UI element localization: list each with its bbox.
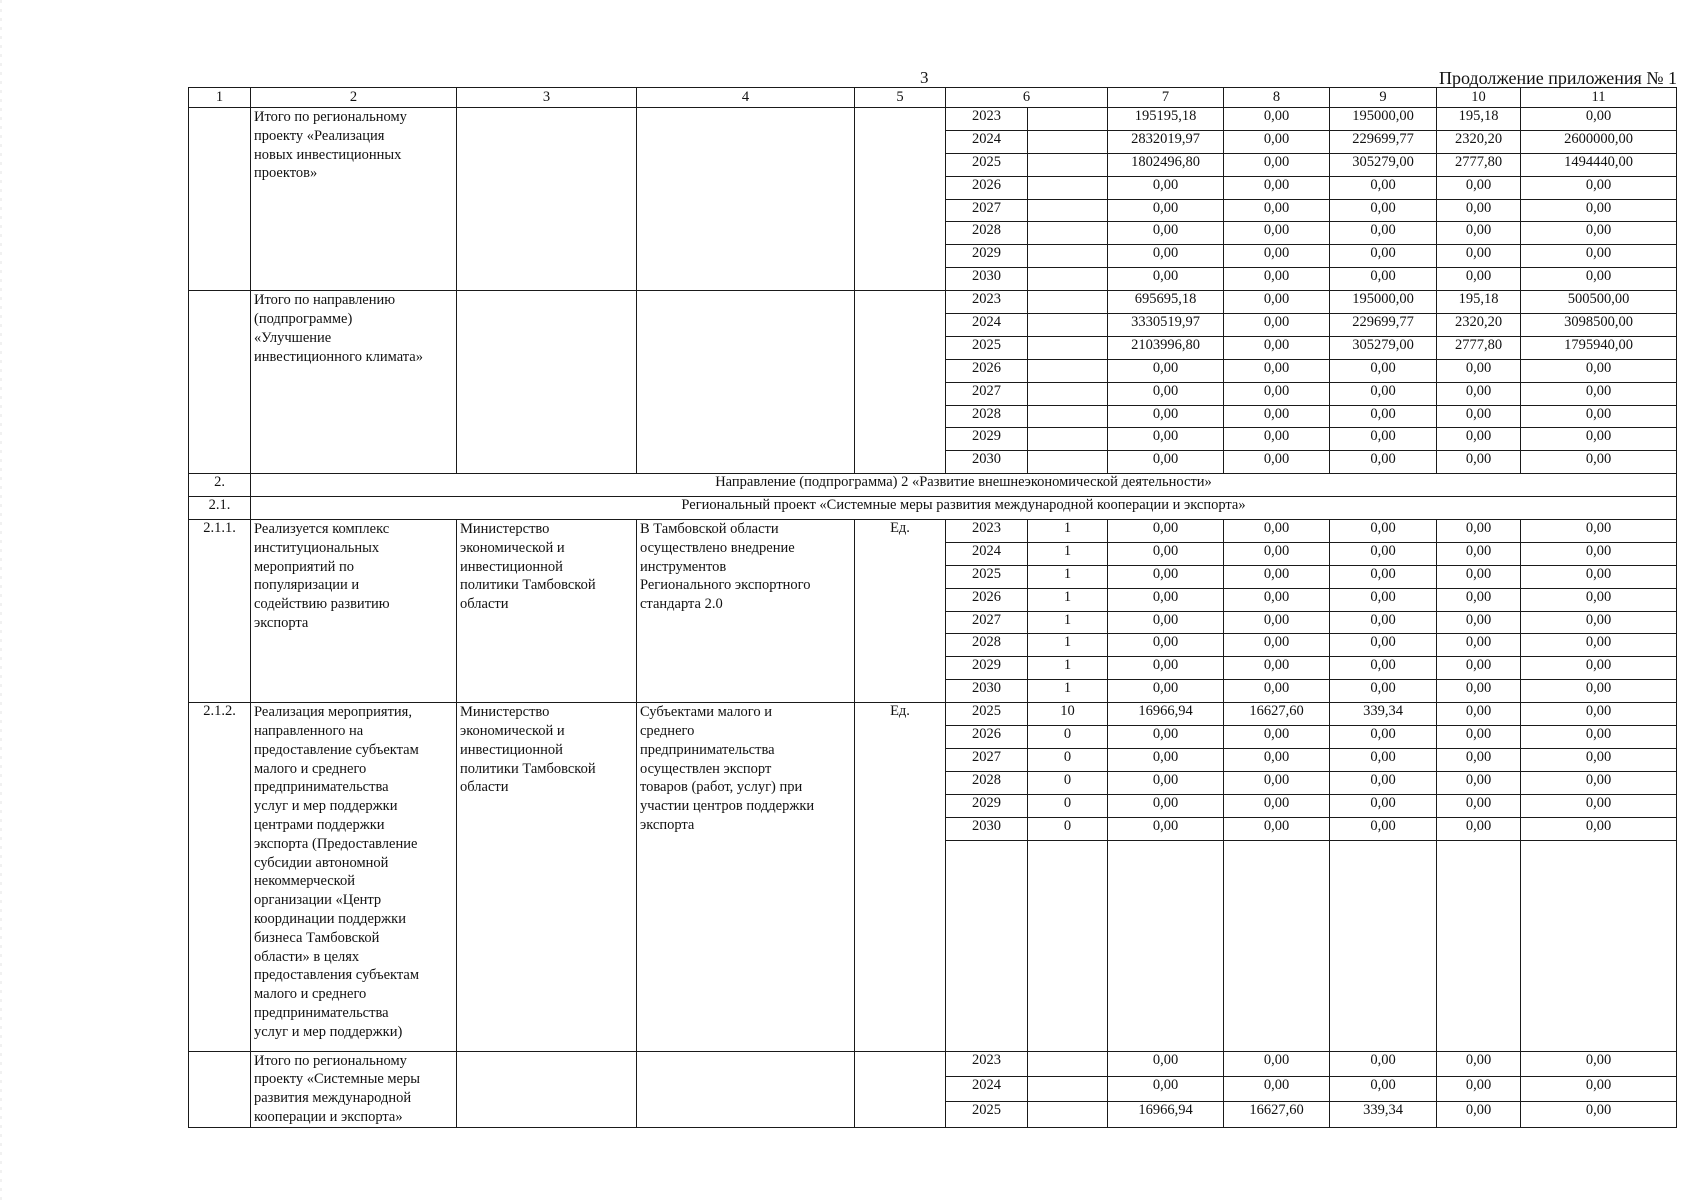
value-cell: 195195,18 [1108,108,1224,131]
year-cell: 2023 [946,1051,1028,1076]
value-cell: 0,00 [1224,1076,1330,1101]
value-cell: 0,00 [1224,771,1330,794]
value-cell: 0,00 [1108,634,1224,657]
value-cell: 1 [1028,634,1108,657]
value-cell: 16627,60 [1224,1102,1330,1127]
value-cell: 0,00 [1224,314,1330,337]
indicator-cell [1028,314,1108,337]
year-cell: 2028 [946,634,1028,657]
value-cell: 2832019,97 [1108,130,1224,153]
value-cell: 0 [1028,817,1108,840]
indicator-cell [1028,336,1108,359]
number-cell [189,108,251,291]
value-cell: 2777,80 [1437,336,1521,359]
column-header: 8 [1224,88,1330,108]
year-cell: 2028 [946,222,1028,245]
value-cell: 0,00 [1437,657,1521,680]
empty-cell [1224,840,1330,1051]
value-cell: 0,00 [1330,657,1437,680]
group-title: Итого по региональному проекту «Реализация новых инвестиционных проектов» [251,108,457,291]
value-cell: 1795940,00 [1521,336,1677,359]
value-cell: 0 [1028,726,1108,749]
table-row [189,88,1677,108]
value-cell: 0,00 [1108,199,1224,222]
value-cell: 1 [1028,520,1108,543]
value-cell: 2777,80 [1437,153,1521,176]
value-cell: 0,00 [1521,703,1677,726]
empty-cell [855,108,946,291]
item-name: Реализация мероприятия, направленного на предоставление субъектам малого и среднего предпринимательства услуг и мер поддержки центрами поддержки экспорта (Предоставление субсидии автономной некоммерческой организации «Центр координации поддержки бизнеса Тамбовской области» в целях предоставления субъектам малого и среднего предпринимательства услуг и мер поддержки) [251,703,457,1051]
value-cell: 0,00 [1437,176,1521,199]
year-cell: 2024 [946,130,1028,153]
value-cell: 0,00 [1224,520,1330,543]
value-cell: 0,00 [1521,222,1677,245]
value-cell: 0,00 [1437,1102,1521,1127]
value-cell: 0,00 [1330,359,1437,382]
value-cell: 0,00 [1437,245,1521,268]
item-name: Реализуется комплекс институциональных мероприятий по популяризации и содействию развитию экспорта [251,520,457,703]
value-cell: 0,00 [1437,359,1521,382]
value-cell: 0,00 [1108,588,1224,611]
indicator-cell [1028,245,1108,268]
value-cell: 1802496,80 [1108,153,1224,176]
value-cell: 0,00 [1108,680,1224,703]
indicator-cell [1028,176,1108,199]
number-cell [189,291,251,474]
value-cell: 339,34 [1330,703,1437,726]
year-cell: 2025 [946,703,1028,726]
value-cell: 0,00 [1330,268,1437,291]
program-table [188,87,1677,1128]
value-cell: 339,34 [1330,1102,1437,1127]
value-cell: 695695,18 [1108,291,1224,314]
year-cell: 2023 [946,291,1028,314]
value-cell: 0,00 [1224,565,1330,588]
value-cell: 0,00 [1521,451,1677,474]
value-cell: 195,18 [1437,108,1521,131]
page-number: 3 [920,68,929,87]
column-header: 6 [946,88,1108,108]
value-cell: 0,00 [1437,268,1521,291]
value-cell: 0,00 [1108,748,1224,771]
year-cell: 2030 [946,817,1028,840]
value-cell: 0,00 [1521,680,1677,703]
value-cell: 500500,00 [1521,291,1677,314]
value-cell: 0,00 [1330,199,1437,222]
year-cell: 2027 [946,382,1028,405]
value-cell: 0,00 [1521,1076,1677,1101]
value-cell: 195000,00 [1330,291,1437,314]
value-cell: 0,00 [1224,130,1330,153]
value-cell: 305279,00 [1330,153,1437,176]
indicator-cell [1028,405,1108,428]
year-cell: 2027 [946,611,1028,634]
empty-cell [855,1051,946,1127]
value-cell: 0,00 [1108,794,1224,817]
value-cell: 0,00 [1108,1076,1224,1101]
year-cell: 2025 [946,1102,1028,1127]
value-cell: 0,00 [1330,1076,1437,1101]
empty-cell [457,108,637,291]
value-cell: 1 [1028,657,1108,680]
value-cell: 0,00 [1224,359,1330,382]
empty-cell [1028,840,1108,1051]
value-cell: 0,00 [1224,451,1330,474]
year-cell: 2024 [946,542,1028,565]
item-agency: Министерство экономической и инвестиционной политики Тамбовской области [457,520,637,703]
table-row [189,520,1677,543]
value-cell: 0,00 [1108,451,1224,474]
value-cell: 0 [1028,771,1108,794]
column-header: 7 [1108,88,1224,108]
indicator-cell [1028,268,1108,291]
value-cell: 0,00 [1437,542,1521,565]
value-cell: 0,00 [1330,542,1437,565]
item-agency: Министерство экономической и инвестиционной политики Тамбовской области [457,703,637,1051]
value-cell: 0,00 [1437,611,1521,634]
value-cell: 3330519,97 [1108,314,1224,337]
value-cell: 0,00 [1437,680,1521,703]
indicator-cell [1028,451,1108,474]
value-cell: 1 [1028,542,1108,565]
value-cell: 0,00 [1521,1051,1677,1076]
value-cell: 0,00 [1108,245,1224,268]
section-title: Направление (подпрограмма) 2 «Развитие внешнеэкономической деятельности» [251,474,1677,497]
value-cell: 0,00 [1330,588,1437,611]
value-cell: 0,00 [1437,565,1521,588]
indicator-cell [1028,382,1108,405]
value-cell: 0,00 [1330,634,1437,657]
empty-cell [1521,840,1677,1051]
value-cell: 0,00 [1330,680,1437,703]
value-cell: 0,00 [1437,199,1521,222]
value-cell: 0,00 [1521,542,1677,565]
value-cell: 0,00 [1330,428,1437,451]
value-cell: 0,00 [1437,520,1521,543]
value-cell: 0,00 [1224,245,1330,268]
section-number: 2.1. [189,497,251,520]
year-cell: 2023 [946,108,1028,131]
value-cell: 0,00 [1108,222,1224,245]
indicator-cell [1028,199,1108,222]
value-cell: 0,00 [1108,726,1224,749]
year-cell: 2024 [946,314,1028,337]
value-cell: 0,00 [1108,428,1224,451]
value-cell: 0,00 [1521,657,1677,680]
item-result: В Тамбовской области осуществлено внедрение инструментов Регионального экспортного стандарта 2.0 [637,520,855,703]
value-cell: 0,00 [1224,291,1330,314]
indicator-cell [1028,1076,1108,1101]
value-cell: 0,00 [1521,748,1677,771]
value-cell: 0,00 [1108,817,1224,840]
value-cell: 0,00 [1108,565,1224,588]
value-cell: 0,00 [1437,817,1521,840]
value-cell: 0,00 [1224,794,1330,817]
value-cell: 0,00 [1521,817,1677,840]
value-cell: 2103996,80 [1108,336,1224,359]
year-cell: 2030 [946,268,1028,291]
value-cell: 0,00 [1330,382,1437,405]
value-cell: 0,00 [1224,726,1330,749]
indicator-cell [1028,108,1108,131]
value-cell: 0,00 [1437,405,1521,428]
value-cell: 0,00 [1108,542,1224,565]
continuation-title: Продолжение приложения № 1 [1438,68,1677,88]
indicator-cell [1028,428,1108,451]
value-cell: 0,00 [1330,817,1437,840]
value-cell: 0,00 [1108,1051,1224,1076]
item-unit: Ед. [855,703,946,1051]
value-cell: 0,00 [1224,657,1330,680]
empty-cell [637,108,855,291]
value-cell: 0,00 [1224,382,1330,405]
value-cell: 0,00 [1437,1051,1521,1076]
indicator-cell [1028,359,1108,382]
value-cell: 0,00 [1108,382,1224,405]
indicator-cell [1028,1102,1108,1127]
value-cell: 0,00 [1330,726,1437,749]
value-cell: 16627,60 [1224,703,1330,726]
value-cell: 1494440,00 [1521,153,1677,176]
section-title: Региональный проект «Системные меры развития международной кооперации и экспорта» [251,497,1677,520]
year-cell: 2029 [946,657,1028,680]
empty-cell [637,291,855,474]
year-cell: 2028 [946,771,1028,794]
value-cell: 0,00 [1521,199,1677,222]
value-cell: 0,00 [1224,153,1330,176]
indicator-cell [1028,153,1108,176]
value-cell: 0,00 [1521,726,1677,749]
value-cell: 1 [1028,611,1108,634]
indicator-cell [1028,1051,1108,1076]
column-header: 11 [1521,88,1677,108]
value-cell: 0,00 [1330,771,1437,794]
value-cell: 0,00 [1521,565,1677,588]
value-cell: 195000,00 [1330,108,1437,131]
section-number: 2. [189,474,251,497]
value-cell: 0,00 [1437,748,1521,771]
value-cell: 0 [1028,748,1108,771]
value-cell: 0,00 [1330,748,1437,771]
value-cell: 0,00 [1437,588,1521,611]
value-cell: 0,00 [1224,222,1330,245]
value-cell: 0,00 [1224,268,1330,291]
value-cell: 229699,77 [1330,130,1437,153]
empty-cell [457,1051,637,1127]
value-cell: 0,00 [1224,108,1330,131]
indicator-cell [1028,291,1108,314]
value-cell: 0,00 [1224,588,1330,611]
year-cell: 2025 [946,565,1028,588]
value-cell: 0,00 [1521,1102,1677,1127]
value-cell: 16966,94 [1108,1102,1224,1127]
value-cell: 0,00 [1108,359,1224,382]
value-cell: 1 [1028,680,1108,703]
value-cell: 0,00 [1521,794,1677,817]
value-cell: 0,00 [1437,634,1521,657]
column-header: 5 [855,88,946,108]
value-cell: 1 [1028,588,1108,611]
empty-cell [637,1051,855,1127]
value-cell: 0,00 [1108,405,1224,428]
value-cell: 0,00 [1521,634,1677,657]
value-cell: 0,00 [1521,611,1677,634]
value-cell: 0,00 [1224,1051,1330,1076]
value-cell: 0,00 [1224,634,1330,657]
value-cell: 0,00 [1224,542,1330,565]
value-cell: 0,00 [1108,268,1224,291]
value-cell: 195,18 [1437,291,1521,314]
value-cell: 0,00 [1330,405,1437,428]
value-cell: 0,00 [1224,199,1330,222]
value-cell: 0,00 [1521,520,1677,543]
indicator-cell [1028,130,1108,153]
empty-cell [1437,840,1521,1051]
item-unit: Ед. [855,520,946,703]
year-cell: 2024 [946,1076,1028,1101]
column-header: 2 [251,88,457,108]
value-cell: 0,00 [1330,565,1437,588]
year-cell: 2029 [946,245,1028,268]
empty-cell [855,291,946,474]
value-cell: 0,00 [1108,611,1224,634]
value-cell: 0,00 [1521,382,1677,405]
value-cell: 2600000,00 [1521,130,1677,153]
value-cell: 0,00 [1108,176,1224,199]
value-cell: 2320,20 [1437,314,1521,337]
number-cell [189,1051,251,1127]
column-header: 3 [457,88,637,108]
value-cell: 0,00 [1108,657,1224,680]
table-row [189,291,1677,314]
value-cell: 0,00 [1224,428,1330,451]
value-cell: 1 [1028,565,1108,588]
year-cell: 2027 [946,748,1028,771]
year-cell: 2023 [946,520,1028,543]
indicator-cell [1028,222,1108,245]
value-cell: 0,00 [1437,428,1521,451]
year-cell: 2029 [946,428,1028,451]
value-cell: 0,00 [1521,771,1677,794]
value-cell: 0,00 [1330,1051,1437,1076]
value-cell: 0,00 [1521,176,1677,199]
year-cell: 2029 [946,794,1028,817]
empty-cell [1108,840,1224,1051]
scan-edge [0,0,2,1200]
value-cell: 0,00 [1224,336,1330,359]
value-cell: 0,00 [1437,794,1521,817]
value-cell: 0,00 [1437,726,1521,749]
value-cell: 0,00 [1437,451,1521,474]
value-cell: 0,00 [1521,588,1677,611]
value-cell: 0,00 [1330,794,1437,817]
value-cell: 0,00 [1330,245,1437,268]
year-cell: 2030 [946,451,1028,474]
value-cell: 0,00 [1437,382,1521,405]
value-cell: 0,00 [1521,405,1677,428]
value-cell: 0,00 [1521,108,1677,131]
value-cell: 2320,20 [1437,130,1521,153]
value-cell: 0,00 [1437,771,1521,794]
value-cell: 229699,77 [1330,314,1437,337]
value-cell: 0,00 [1521,245,1677,268]
value-cell: 10 [1028,703,1108,726]
year-cell: 2027 [946,199,1028,222]
item-result: Субъектами малого и среднего предпринимательства осуществлен экспорт товаров (работ, услуг) при участии центров поддержки экспорта [637,703,855,1051]
value-cell: 3098500,00 [1521,314,1677,337]
group-title: Итого по региональному проекту «Системные меры развития международной кооперации и экспорта» [251,1051,457,1127]
value-cell: 0,00 [1108,771,1224,794]
column-header: 4 [637,88,855,108]
value-cell: 0,00 [1330,520,1437,543]
value-cell: 0,00 [1330,176,1437,199]
year-cell: 2025 [946,153,1028,176]
value-cell: 0,00 [1330,451,1437,474]
table-row [189,1051,1677,1076]
year-cell: 2026 [946,176,1028,199]
value-cell: 0,00 [1224,611,1330,634]
value-cell: 0 [1028,794,1108,817]
value-cell: 0,00 [1224,680,1330,703]
year-cell: 2028 [946,405,1028,428]
table-row [189,703,1677,726]
item-number: 2.1.1. [189,520,251,703]
group-title: Итого по направлению (подпрограмме) «Улучшение инвестиционного климата» [251,291,457,474]
table-row [189,497,1677,520]
value-cell: 0,00 [1224,405,1330,428]
year-cell: 2026 [946,726,1028,749]
value-cell: 0,00 [1521,428,1677,451]
table-row [189,474,1677,497]
column-header: 1 [189,88,251,108]
value-cell: 0,00 [1224,176,1330,199]
table-row [189,108,1677,131]
value-cell: 0,00 [1108,520,1224,543]
value-cell: 0,00 [1437,222,1521,245]
year-cell: 2030 [946,680,1028,703]
empty-cell [946,840,1028,1051]
value-cell: 16966,94 [1108,703,1224,726]
value-cell: 0,00 [1224,817,1330,840]
empty-cell [457,291,637,474]
year-cell: 2026 [946,588,1028,611]
empty-cell [1330,840,1437,1051]
value-cell: 0,00 [1224,748,1330,771]
value-cell: 0,00 [1521,359,1677,382]
value-cell: 0,00 [1437,703,1521,726]
column-header: 10 [1437,88,1521,108]
value-cell: 305279,00 [1330,336,1437,359]
value-cell: 0,00 [1330,611,1437,634]
year-cell: 2026 [946,359,1028,382]
value-cell: 0,00 [1521,268,1677,291]
year-cell: 2025 [946,336,1028,359]
value-cell: 0,00 [1437,1076,1521,1101]
column-header: 9 [1330,88,1437,108]
value-cell: 0,00 [1330,222,1437,245]
item-number: 2.1.2. [189,703,251,1051]
